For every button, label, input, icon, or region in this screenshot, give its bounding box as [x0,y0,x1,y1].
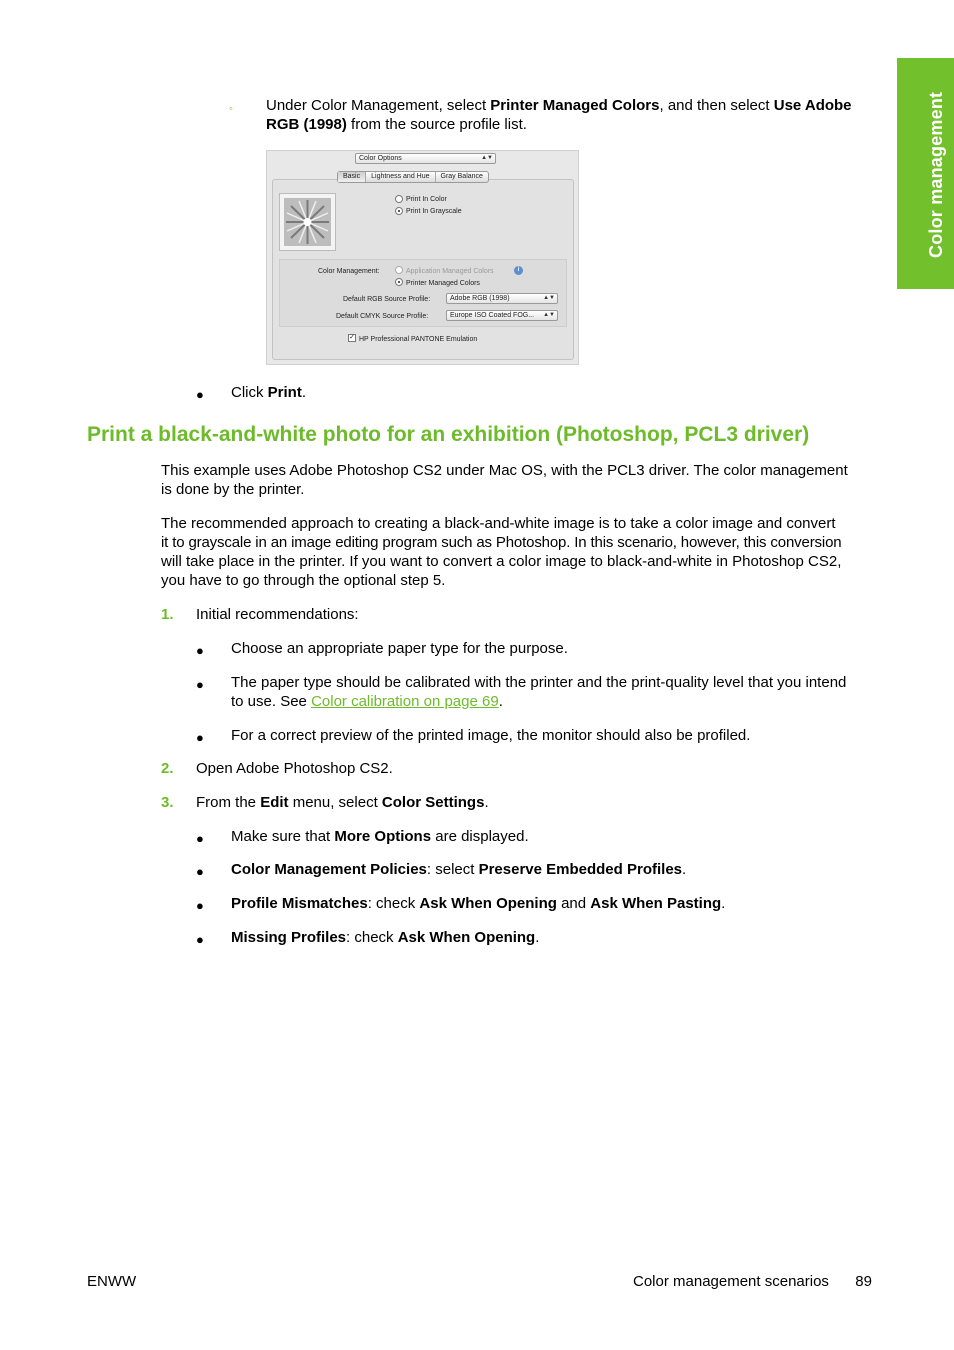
footer-section-label: Color management scenarios [633,1273,829,1290]
pantone-label: HP Professional PANTONE Emulation [359,336,478,343]
updown-arrow-icon: ▲▼ [481,155,493,161]
step-3-bullet-3: Profile Mismatches: check Ask When Opening and Ask When Pasting. [231,895,726,912]
footer-left: ENWW [87,1273,137,1290]
footer-right [633,1272,872,1291]
preview-thumbnail [279,193,336,251]
intro-step-text: Under Color Management, select Printer Managed Colors, and then select Use Adobe RGB (1998) from the source profile list. [266,97,852,133]
step-1-number: 1. [161,606,174,623]
step-2-number: 2. [161,760,174,777]
bullet-icon: ● [196,898,204,913]
section-title: Print a black-and-white photo for an exhibition (Photoshop, PCL3 driver) [87,423,810,446]
flower-image-icon [280,194,335,250]
bullet-icon: ● [196,677,204,692]
step-3-bullet-1: Make sure that More Options are displayed. [231,828,529,845]
bullet-icon: ● [196,387,204,402]
print-in-color-radio[interactable] [395,195,403,203]
bullet-icon: ● [196,831,204,846]
side-tab [897,58,954,289]
pantone-checkbox[interactable]: ✓ [349,334,355,341]
bullet-icon: ● [196,730,204,745]
app-managed-radio[interactable] [395,266,403,274]
bullet-icon: ● [196,932,204,947]
step-2-text: Open Adobe Photoshop CS2. [196,760,393,777]
click-print-text: Click Print. [231,384,307,401]
step-3-bullet-2: Color Management Policies: select Preserve Embedded Profiles. [231,861,687,878]
printer-managed-label: Printer Managed Colors [406,280,480,287]
cmyk-source-label: Default CMYK Source Profile: [336,313,429,320]
hollow-bullet: ◦ [229,103,233,115]
side-tab-label: Color management [926,91,946,258]
print-in-grayscale-label: Print In Grayscale [406,208,462,215]
rgb-source-label: Default RGB Source Profile: [343,296,431,303]
color-options-dialog [266,150,579,365]
tab-gray-balance[interactable]: Gray Balance [440,173,483,180]
bullet-icon: ● [196,643,204,658]
printer-managed-radio[interactable] [395,278,403,286]
color-management-label: Color Management: [318,268,380,275]
print-in-grayscale-radio[interactable] [395,207,403,215]
cmyk-source-select[interactable]: Europe ISO Coated FOG... ▲▼ [446,310,558,321]
print-in-color-label: Print In Color [406,196,447,203]
step-3-number: 3. [161,794,174,811]
app-managed-label: Application Managed Colors [406,268,494,275]
bullet-icon: ● [196,864,204,879]
paragraph-2: The recommended approach to creating a black-and-white image is to take a color image and convert it to grayscale in an image editing program such as Photoshop. In this scenario, however, this conversion will take place in the printer. If you want to convert a color image to black-and-white in Photoshop CS2, you have to go through the optional step 5. [161,515,842,589]
rgb-source-select[interactable]: Adobe RGB (1998) ▲▼ [446,293,558,304]
step-1-bullet-2: The paper type should be calibrated with the printer and the print-quality level that you intend to use. See Color calibration on page 69. [231,674,847,710]
updown-arrow-icon: ▲▼ [543,312,555,318]
paragraph-1: This example uses Adobe Photoshop CS2 under Mac OS, with the PCL3 driver. The color management is done by the printer. [161,462,848,498]
tab-basic[interactable]: Basic [338,172,366,182]
step-3-bullet-4: Missing Profiles: check Ask When Opening. [231,929,540,946]
page-number: 89 [855,1273,872,1290]
info-icon[interactable]: i [514,266,523,275]
tab-bar [337,171,489,183]
color-options-select[interactable]: Color Options ▲▼ [355,153,496,164]
color-calibration-link[interactable]: Color calibration on page 69 [311,693,499,710]
updown-arrow-icon: ▲▼ [543,295,555,301]
step-1-bullet-3: For a correct preview of the printed image, the monitor should also be profiled. [231,727,751,744]
step-1-text: Initial recommendations: [196,606,359,623]
step-1-bullet-1: Choose an appropriate paper type for the purpose. [231,640,568,657]
tab-lightness-hue[interactable]: Lightness and Hue [366,172,435,182]
step-3-text: From the Edit menu, select Color Settings. [196,794,489,811]
